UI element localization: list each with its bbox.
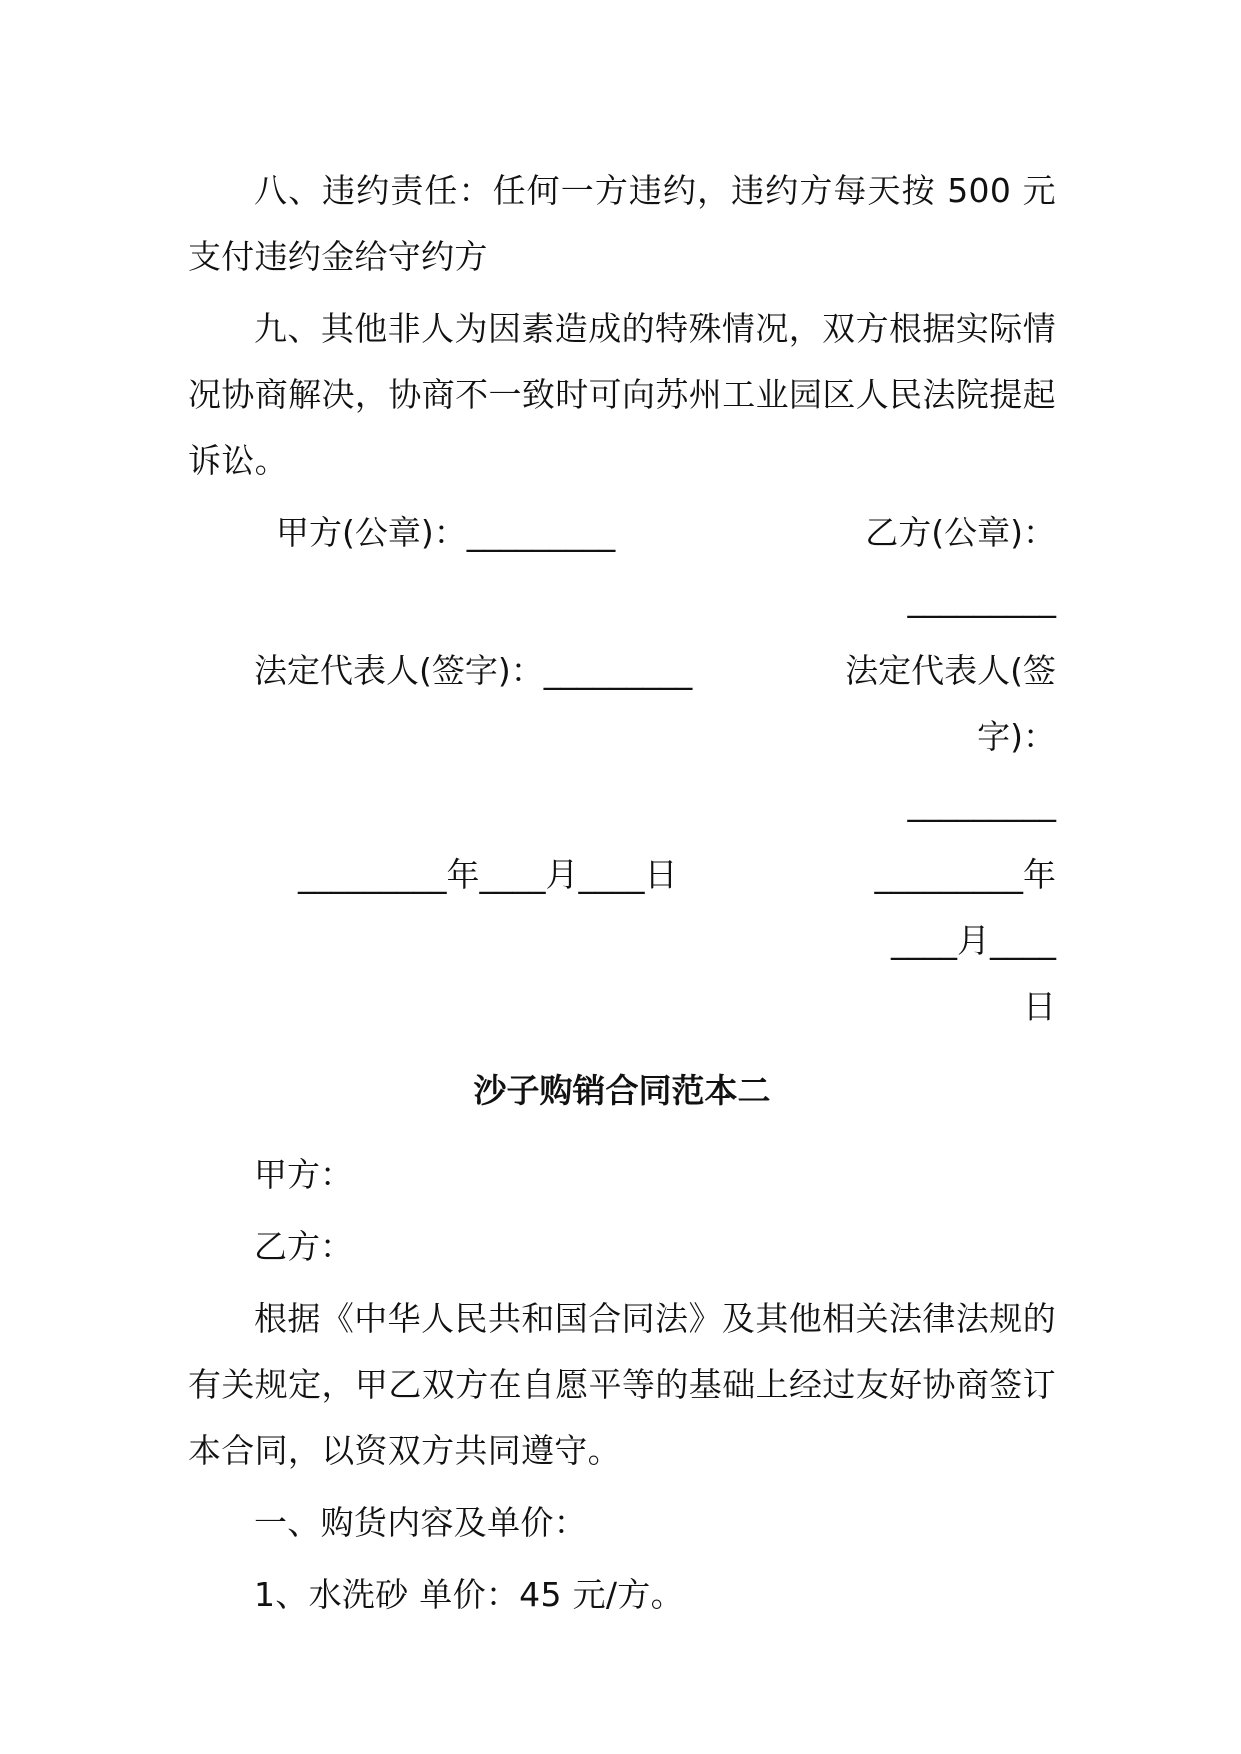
clause-8-breach-liability: 八、违约责任：任何一方违约，违约方每天按 500 元支付违约金给守约方	[188, 171, 1056, 276]
signature-row-date	[188, 842, 1056, 1040]
contract-title: 沙子购销合同范本二	[473, 1071, 771, 1110]
signature-row-seal	[188, 500, 1056, 632]
item-1-washed-sand: 1、水洗砂 单价：45 元/方。	[254, 1575, 684, 1614]
document-body	[188, 158, 1056, 1634]
clause-9-special-circumstances: 九、其他非人为因素造成的特殊情况，双方根据实际情况协商解决，协商不一致时可向苏州工业园区人民法院提起诉讼。	[188, 309, 1056, 480]
party-a-label: 甲方：	[254, 1155, 353, 1194]
section-1-heading: 一、购货内容及单价：	[254, 1503, 587, 1542]
party-a-representative-line: 法定代表人(签字)：_________	[254, 651, 693, 690]
party-b-date-line: _________年____月____日	[874, 855, 1056, 1026]
signature-row-representative	[188, 638, 1056, 836]
party-b-label: 乙方：	[254, 1227, 353, 1266]
party-b-representative-line: 法定代表人(签字)：_________	[845, 651, 1056, 822]
party-a-seal-line: 甲方(公章)：_________	[276, 513, 616, 552]
contract-intro: 根据《中华人民共和国合同法》及其他相关法律法规的有关规定，甲乙双方在自愿平等的基础上经过友好协商签订本合同，以资双方共同遵守。	[188, 1299, 1056, 1470]
party-a-date-line: _________年____月____日	[298, 855, 678, 894]
party-b-seal-line: 乙方(公章)：_________	[865, 513, 1056, 618]
